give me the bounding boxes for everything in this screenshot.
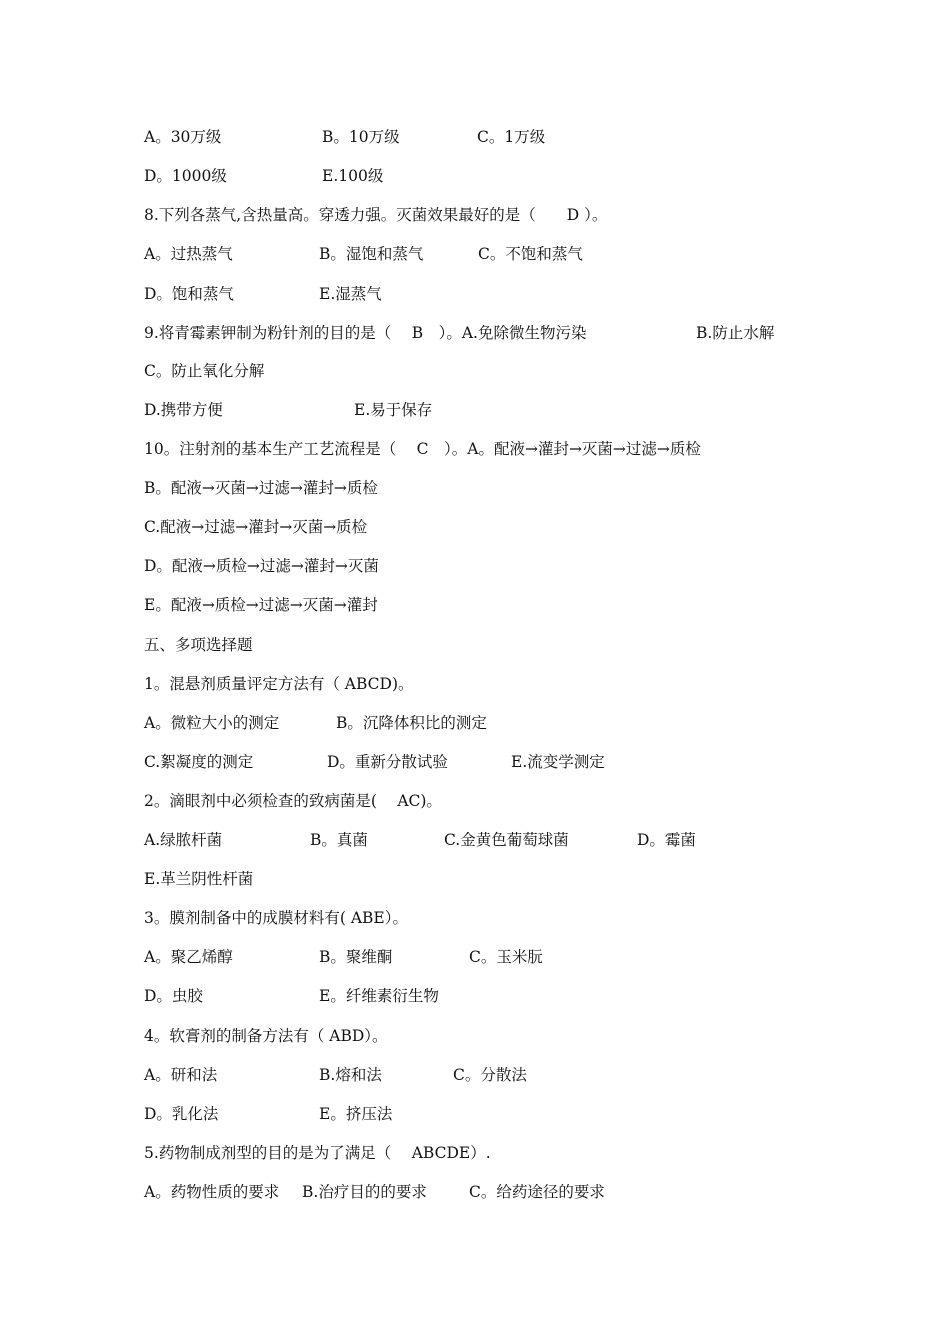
option-e: E。挤压法 xyxy=(319,1105,393,1123)
option-b: B。聚维酮 xyxy=(319,948,393,966)
option-d: D。配液→质检→过滤→灌封→灭菌 xyxy=(144,557,379,575)
option-b: B。沉降体积比的测定 xyxy=(336,714,487,732)
question-text: 2。滴眼剂中必须检查的致病菌是( AC)。 xyxy=(144,792,442,810)
option-e: E.革兰阴性杆菌 xyxy=(144,870,254,888)
option-e: E.100级 xyxy=(322,167,384,185)
option-c: C。1万级 xyxy=(477,128,546,146)
option-e: E。纤维素衍生物 xyxy=(319,987,439,1005)
option-a: A。微粒大小的测定 xyxy=(144,714,280,732)
question-text: 4。软膏剂的制备方法有（ ABD）。 xyxy=(144,1027,388,1045)
option-b: B。配液→灭菌→过滤→灌封→质检 xyxy=(144,479,378,497)
option-b: B。湿饱和蒸气 xyxy=(319,245,424,263)
option-c: C.金黄色葡萄球菌 xyxy=(444,831,569,849)
question-text: 8.下列各蒸气,含热量高。穿透力强。灭菌效果最好的是（ D ）。 xyxy=(144,206,608,224)
option-b: B.治疗目的的要求 xyxy=(302,1183,427,1201)
option-a: A。研和法 xyxy=(144,1066,218,1084)
option-d: D。乳化法 xyxy=(144,1105,219,1123)
question-text: 10。注射剂的基本生产工艺流程是（ C ）。A。配液→灌封→灭菌→过滤→质检 xyxy=(144,440,701,458)
option-e: E.湿蒸气 xyxy=(319,285,382,303)
question-text: 3。膜剂制备中的成膜材料有( ABE）。 xyxy=(144,909,408,927)
option-a: A.绿脓杆菌 xyxy=(144,831,223,849)
option-c: C。给药途径的要求 xyxy=(469,1183,605,1201)
option-b: B.防止水解 xyxy=(696,324,775,342)
option-e: E.易于保存 xyxy=(354,401,433,419)
option-d: D。霉菌 xyxy=(637,831,696,849)
option-b: B。10万级 xyxy=(322,128,400,146)
option-d: D。饱和蒸气 xyxy=(144,285,234,303)
option-c: C.配液→过滤→灌封→灭菌→质检 xyxy=(144,518,368,536)
option-d: D。虫胶 xyxy=(144,987,203,1005)
question-text: 9.将青霉素钾制为粉针剂的目的是（ B ）。A.免除微生物污染 xyxy=(144,324,587,342)
option-a: A。过热蒸气 xyxy=(144,245,233,263)
option-d: D。1000级 xyxy=(144,167,227,185)
option-c: C。分散法 xyxy=(453,1066,527,1084)
option-b: B.熔和法 xyxy=(319,1066,382,1084)
option-a: A。30万级 xyxy=(144,128,222,146)
question-text: 1。混悬剂质量评定方法有（ ABCD)。 xyxy=(144,675,414,693)
option-c: C。防止氧化分解 xyxy=(144,362,265,380)
option-a: A。聚乙烯醇 xyxy=(144,948,233,966)
section-title: 五、多项选择题 xyxy=(144,636,253,654)
option-e: E。配液→质检→过滤→灭菌→灌封 xyxy=(144,596,378,614)
option-d: D.携带方便 xyxy=(144,401,223,419)
option-b: B。真菌 xyxy=(310,831,368,849)
option-c: C。不饱和蒸气 xyxy=(478,245,583,263)
option-e: E.流变学测定 xyxy=(511,753,605,771)
option-c: C.絮凝度的测定 xyxy=(144,753,254,771)
option-a: A。药物性质的要求 xyxy=(144,1183,280,1201)
option-c: C。玉米朊 xyxy=(469,948,543,966)
option-d: D。重新分散试验 xyxy=(327,753,448,771)
question-text: 5.药物制成剂型的目的是为了满足（ ABCDE）. xyxy=(144,1144,491,1162)
